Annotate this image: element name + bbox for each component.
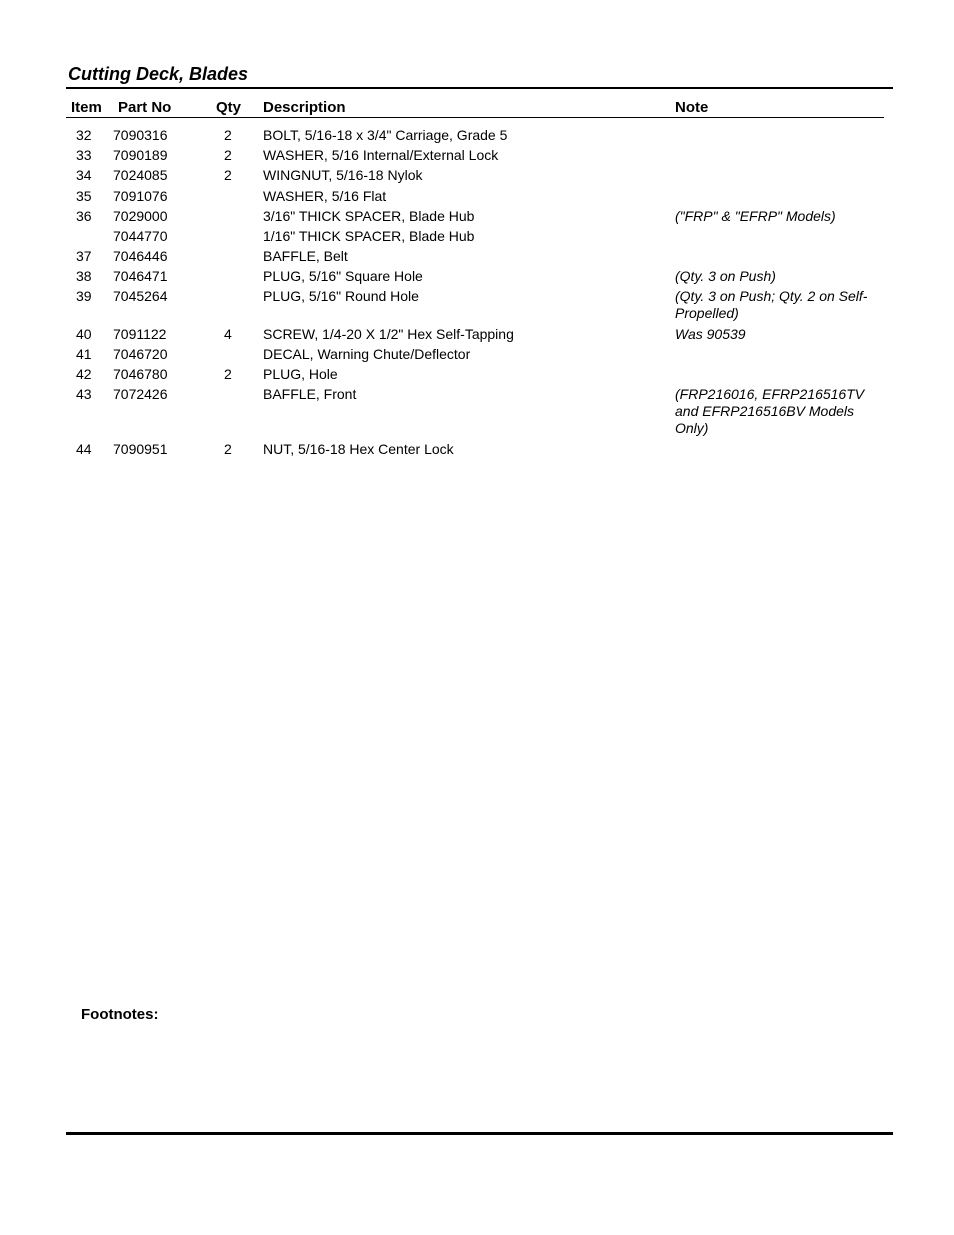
- description-cell: 1/16" THICK SPACER, Blade Hub: [263, 228, 475, 244]
- footnotes-label: Footnotes:: [81, 1006, 159, 1023]
- table-row: [66, 248, 884, 268]
- item-cell: 38: [76, 268, 92, 284]
- table-row: [66, 366, 884, 386]
- qty-cell: 2: [224, 167, 232, 183]
- part-no-cell: 7090189: [113, 147, 168, 163]
- table-row: [66, 288, 884, 326]
- qty-cell: 4: [224, 326, 232, 342]
- description-cell: PLUG, 5/16" Square Hole: [263, 268, 423, 284]
- qty-cell: 2: [224, 441, 232, 457]
- item-cell: 37: [76, 248, 92, 264]
- item-cell: 40: [76, 326, 92, 342]
- item-cell: 33: [76, 147, 92, 163]
- table-row: [66, 326, 884, 346]
- header-item: Item: [71, 99, 102, 116]
- part-no-cell: 7046720: [113, 346, 168, 362]
- description-cell: WASHER, 5/16 Internal/External Lock: [263, 147, 499, 163]
- qty-cell: 2: [224, 366, 232, 382]
- item-cell: 34: [76, 167, 92, 183]
- note-cell: Was 90539: [675, 326, 746, 342]
- item-cell: 32: [76, 127, 92, 143]
- table-row: [66, 147, 884, 167]
- description-cell: BAFFLE, Front: [263, 386, 357, 402]
- header-description: Description: [263, 99, 346, 116]
- note-cell: ("FRP" & "EFRP" Models): [675, 208, 836, 224]
- note-cell: (Qty. 3 on Push): [675, 268, 776, 284]
- item-cell: 39: [76, 288, 92, 304]
- item-cell: 36: [76, 208, 92, 224]
- part-no-cell: 7046446: [113, 248, 168, 264]
- description-cell: NUT, 5/16-18 Hex Center Lock: [263, 441, 454, 457]
- description-cell: WINGNUT, 5/16-18 Nylok: [263, 167, 423, 183]
- part-no-cell: 7046780: [113, 366, 168, 382]
- table-row: [66, 208, 884, 228]
- table-row: [66, 228, 884, 248]
- description-cell: 3/16" THICK SPACER, Blade Hub: [263, 208, 475, 224]
- description-cell: BAFFLE, Belt: [263, 248, 348, 264]
- footer-divider: [66, 1132, 893, 1135]
- page-title: Cutting Deck, Blades: [68, 64, 249, 84]
- description-cell: WASHER, 5/16 Flat: [263, 188, 387, 204]
- table-row: [66, 441, 884, 461]
- note-cell: (Qty. 3 on Push; Qty. 2 on Self-Propelled): [675, 288, 868, 321]
- description-cell: BOLT, 5/16-18 x 3/4" Carriage, Grade 5: [263, 127, 508, 143]
- description-cell: SCREW, 1/4-20 X 1/2" Hex Self-Tapping: [263, 326, 514, 342]
- parts-table: [66, 96, 884, 461]
- description-cell: DECAL, Warning Chute/Deflector: [263, 346, 471, 362]
- note-cell: (FRP216016, EFRP216516TV and EFRP216516BV Models Only): [675, 386, 865, 436]
- item-cell: 43: [76, 386, 92, 402]
- part-no-cell: 7029000: [113, 208, 168, 224]
- table-row: [66, 188, 884, 208]
- item-cell: 35: [76, 188, 92, 204]
- table-row: [66, 346, 884, 366]
- table-body: [66, 118, 884, 461]
- description-cell: PLUG, 5/16" Round Hole: [263, 288, 419, 304]
- table-header: [66, 96, 884, 118]
- table-row: [66, 268, 884, 288]
- part-no-cell: 7072426: [113, 386, 168, 402]
- part-no-cell: 7046471: [113, 268, 168, 284]
- qty-cell: 2: [224, 147, 232, 163]
- table-row: [66, 386, 884, 441]
- qty-cell: 2: [224, 127, 232, 143]
- item-cell: 44: [76, 441, 92, 457]
- item-cell: 41: [76, 346, 92, 362]
- part-no-cell: 7091122: [113, 326, 167, 342]
- header-qty: Qty: [216, 99, 242, 116]
- table-row: [66, 167, 884, 188]
- header-note: Note: [675, 99, 709, 116]
- item-cell: 42: [76, 366, 92, 382]
- title-divider: [66, 87, 893, 89]
- part-no-cell: 7090951: [113, 441, 168, 457]
- part-no-cell: 7045264: [113, 288, 168, 304]
- header-part-no: Part No: [118, 99, 172, 116]
- part-no-cell: 7091076: [113, 188, 168, 204]
- part-no-cell: 7090316: [113, 127, 168, 143]
- part-no-cell: 7024085: [113, 167, 168, 183]
- description-cell: PLUG, Hole: [263, 366, 338, 382]
- part-no-cell: 7044770: [113, 228, 168, 244]
- table-row: [66, 127, 884, 147]
